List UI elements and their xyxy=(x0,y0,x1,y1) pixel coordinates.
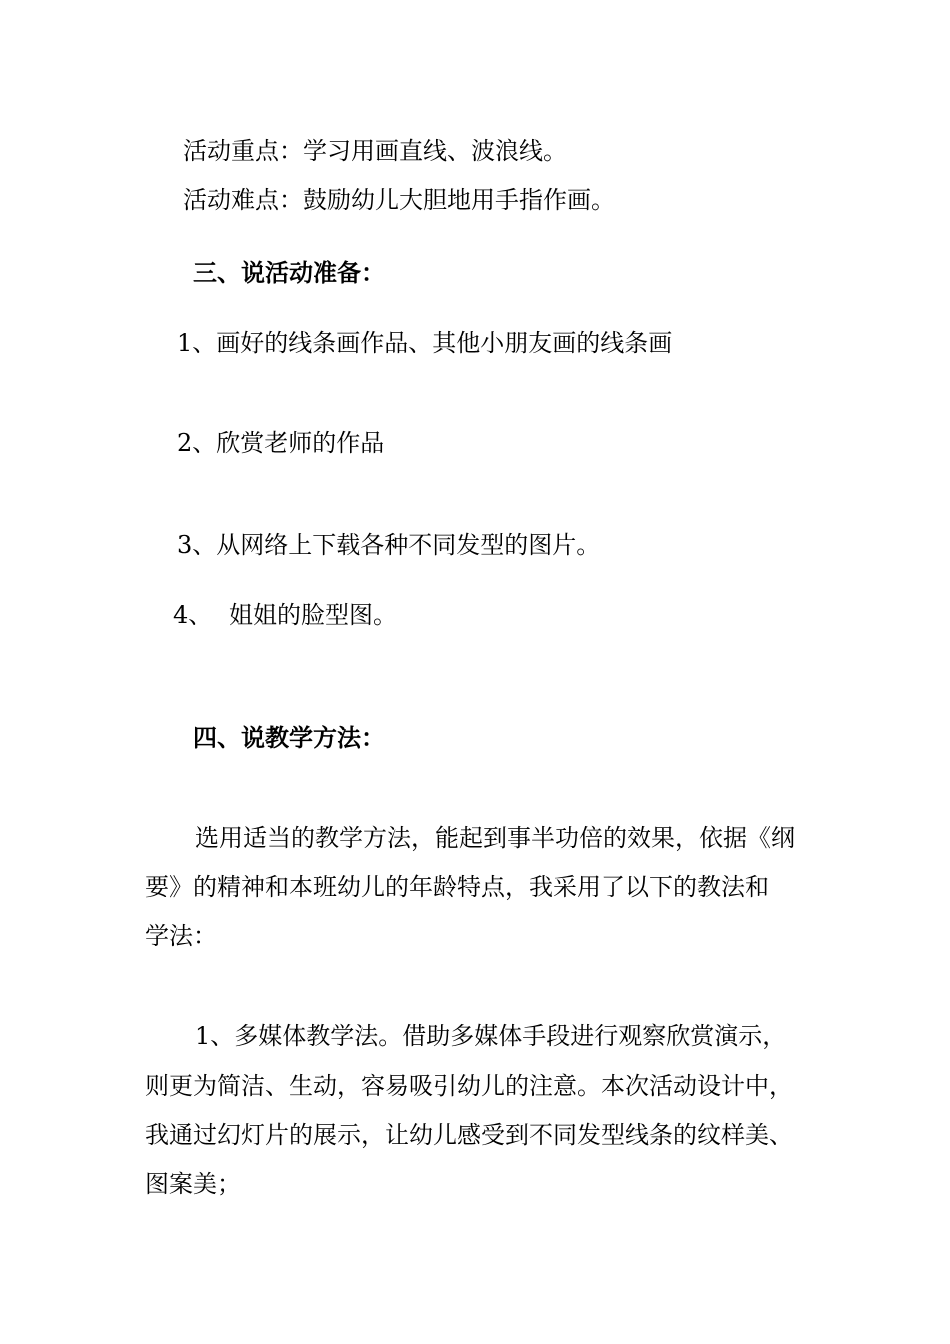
section-4-heading: 四、说教学方法： xyxy=(193,724,385,752)
method-1-line-3: 我通过幻灯片的展示，让幼儿感受到不同发型线条的纹样美、 xyxy=(145,1121,793,1149)
method-1-line-4: 图案美； xyxy=(145,1170,241,1198)
method-1-line-2: 则更为简洁、生动，容易吸引幼儿的注意。本次活动设计中， xyxy=(145,1072,793,1100)
section-3-heading: 三、说活动准备： xyxy=(193,259,385,287)
prep-item-2: 2、欣赏老师的作品 xyxy=(177,429,385,457)
prep-item-3: 3、从网络上下载各种不同发型的图片。 xyxy=(177,531,601,559)
methods-intro-line-2: 要》的精神和本班幼儿的年龄特点，我采用了以下的教法和 xyxy=(145,873,769,901)
methods-intro-line-1: 选用适当的教学方法，能起到事半功倍的效果，依据《纲 xyxy=(195,824,795,852)
activity-difficulty: 活动难点：鼓励幼儿大胆地用手指作画。 xyxy=(183,186,615,214)
prep-item-4 xyxy=(173,600,397,630)
prep-item-1: 1、画好的线条画作品、其他小朋友画的线条画 xyxy=(177,329,673,357)
methods-intro-line-3: 学法： xyxy=(145,922,217,950)
prep-item-4-text: 姐姐的脸型图。 xyxy=(229,601,397,629)
prep-item-4-number: 4、 xyxy=(173,601,213,629)
method-1-line-1: 1、多媒体教学法。借助多媒体手段进行观察欣赏演示， xyxy=(195,1022,787,1050)
activity-key-point: 活动重点：学习用画直线、波浪线。 xyxy=(183,137,567,165)
